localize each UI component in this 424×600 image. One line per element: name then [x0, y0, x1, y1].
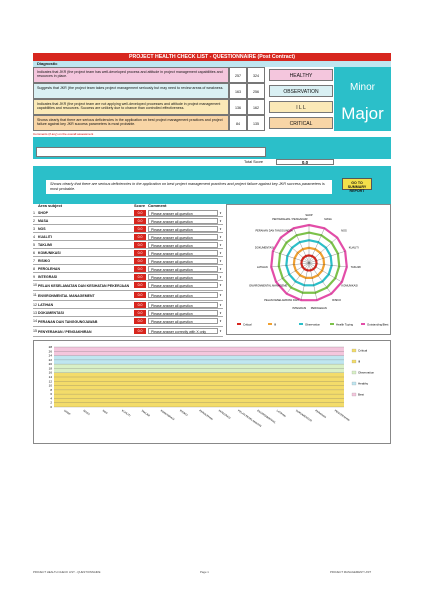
radar-axis-label: TAKLIMI [350, 265, 361, 269]
x-tick-label: PEROLEHAN [198, 409, 214, 421]
legend-swatch [352, 349, 356, 352]
chevron-down-icon[interactable]: ▾ [219, 267, 222, 271]
area-comment: Please answer all question [148, 242, 218, 248]
total-score-value: 0.0 [276, 159, 334, 165]
legend-swatch [361, 323, 365, 325]
table-row [33, 241, 223, 249]
legend-label: Outstanding/Best [367, 322, 389, 327]
table-row [33, 265, 223, 273]
area-score: 0.0 [134, 250, 146, 256]
area-score: 0.0 [134, 266, 146, 272]
col-score-header: Score [134, 203, 146, 208]
chevron-down-icon[interactable]: ▾ [219, 227, 222, 231]
area-name: MASA [38, 219, 49, 223]
row-number: 2 [33, 219, 35, 223]
table-row [33, 249, 223, 257]
col-comment-header: Comment [148, 203, 167, 208]
legend-swatch [352, 382, 356, 385]
y-tick-label: 2 [50, 400, 52, 405]
comments-label: Comments (if any) on the overall assessment [33, 132, 94, 136]
chevron-down-icon[interactable]: ▾ [219, 211, 222, 215]
row-number: 5 [33, 243, 35, 247]
area-comment: Please answer all question [148, 318, 218, 324]
table-row [33, 273, 223, 281]
x-tick-label: ENVIRONMENTAL [256, 409, 277, 425]
y-tick-label: 12 [48, 379, 52, 384]
row-number: 14 [33, 319, 37, 323]
row-number: 12 [33, 303, 37, 307]
area-name: SHOP [38, 211, 48, 215]
chevron-down-icon[interactable]: ▾ [219, 311, 222, 315]
footer-right: PROJECT MANAGEMENT UNIT [330, 570, 372, 574]
area-name: PERANAN DAN TANGGUNGJAWAB [38, 320, 98, 324]
y-tick-label: 4 [50, 396, 52, 401]
area-score: 0.0 [134, 218, 146, 224]
x-tick-label: PENYERAHAN [333, 409, 351, 423]
chevron-down-icon[interactable]: ▾ [219, 293, 222, 297]
y-tick-label: 8 [50, 387, 52, 392]
table-row [33, 301, 223, 309]
bar-svg [34, 341, 392, 445]
area-comment: Please answer all question [148, 282, 218, 288]
chevron-down-icon[interactable]: ▾ [219, 235, 222, 239]
area-comment: Please answer all question [148, 234, 218, 240]
row-number: 4 [33, 235, 35, 239]
chevron-down-icon[interactable]: ▾ [219, 303, 222, 307]
bar-chart [33, 340, 391, 444]
area-score: 0.0 [134, 328, 146, 334]
area-name: KUALITI [38, 235, 52, 239]
page-title: PROJECT HEALTH CHECK LIST - QUESTIONNAIRE (Post Contract) [33, 53, 391, 61]
area-score: 0.0 [134, 302, 146, 308]
footer-page: Page 1 [200, 570, 209, 574]
area-name: PELAN KESELAMATAN DAN KESIHATAN PEKERJAAN [38, 284, 130, 288]
area-score: 0.0 [134, 282, 146, 288]
x-tick-label: RISIKO [179, 409, 189, 417]
summary-report-button[interactable]: GO TO SUMMARY REPORT [342, 178, 372, 190]
table-row [33, 281, 223, 291]
comments-input[interactable] [36, 147, 266, 157]
major-label: Major [341, 104, 384, 123]
area-comment: Please answer all question [148, 226, 218, 232]
legend-label: Ill [358, 359, 361, 364]
chevron-down-icon[interactable]: ▾ [219, 259, 222, 263]
y-tick-label: 10 [48, 383, 52, 388]
range-low: 84 [229, 115, 247, 131]
diagnostic-status: OBSERVATION [269, 85, 333, 97]
x-tick-label: TAKLIMI [140, 409, 151, 418]
radar-axis-label: NOS [341, 229, 347, 233]
legend-swatch [352, 360, 356, 363]
area-score: 0.0 [134, 318, 146, 324]
x-tick-label: PELAN KESELAMATAN [237, 409, 262, 428]
table-row [33, 327, 223, 337]
row-number: 10 [33, 283, 37, 287]
radar-axis-label: KOMUNIKASI [341, 284, 358, 288]
radar-chart [226, 204, 391, 335]
legend-label: Best [358, 392, 365, 397]
legend-label: Ill [274, 322, 277, 327]
chevron-down-icon[interactable]: ▾ [219, 275, 222, 279]
area-name: RISIKO [38, 259, 51, 263]
diagnostic-text: Indicates that JKR (the project team has well-developed process and attitude in project management capabilities and resources in place. [33, 67, 229, 83]
radar-axis-label: MASA [324, 218, 332, 222]
diagnostic-status: HEALTHY [269, 69, 333, 81]
radar-axis-label: PENYERAHAN / PENGAKHIR [272, 218, 308, 222]
chevron-down-icon[interactable]: ▾ [219, 319, 222, 323]
x-tick-label: LATIHAN [275, 409, 287, 418]
row-number: 15 [33, 329, 37, 333]
table-row [33, 225, 223, 233]
diagnostic-text: Shows clearly that there are serious deficiencies in the application on best project management practices and project failure against key JKR success parameters is most probable. [33, 115, 229, 131]
diagnostic-text: Indicates that JKR (the project team are not applying well-developed processes and attitude in project management capabilities and resources. Success are unlikely due to chance than controlled effectiveness. [33, 99, 229, 115]
range-high: 256 [247, 83, 265, 99]
chevron-down-icon[interactable]: ▾ [219, 251, 222, 255]
row-number: 11 [33, 293, 37, 297]
y-tick-label: 14 [48, 375, 52, 379]
table-row [33, 291, 223, 301]
y-tick-label: 18 [48, 366, 52, 371]
area-score: 0.0 [134, 226, 146, 232]
row-number: 1 [33, 211, 35, 215]
legend-label: Healthy [358, 381, 369, 386]
chevron-down-icon[interactable]: ▾ [219, 329, 222, 333]
minor-label: Minor [349, 82, 375, 93]
legend-label: Critical [358, 348, 368, 353]
row-number: 3 [33, 227, 35, 231]
legend-swatch [237, 323, 241, 325]
chevron-down-icon[interactable]: ▾ [219, 219, 222, 223]
row-number: 7 [33, 259, 35, 263]
legend-label: Critical [243, 322, 252, 327]
area-name: PEROLEHAN [38, 267, 60, 271]
area-score: 0.0 [134, 234, 146, 240]
x-tick-label: PERANAN [314, 409, 327, 420]
x-tick-label: INTEGRASI [217, 409, 231, 420]
radar-axis-label: PEROLEHAN [310, 306, 327, 310]
area-comment: Please answer all question [148, 210, 218, 216]
area-score: 0.0 [134, 292, 146, 298]
legend-label: Health Typing [336, 322, 354, 327]
area-comment: Please answer all question [148, 218, 218, 224]
range-high: 324 [247, 67, 265, 83]
legend-label: Observation [358, 370, 375, 375]
area-name: ENVIRONMENTAL MANAGEMENT [38, 294, 95, 298]
legend-swatch [352, 393, 356, 396]
range-low: 257 [229, 67, 247, 83]
area-name: DOKUMENTASI [38, 311, 64, 315]
y-tick-label: 22 [48, 357, 52, 362]
area-comment: Please answer correctly with X only [148, 328, 218, 334]
legend-swatch [330, 323, 334, 325]
area-comment: Please answer all question [148, 250, 218, 256]
y-tick-label: 28 [48, 345, 52, 349]
area-name: NOS [38, 227, 46, 231]
diagnostic-status: CRITICAL [269, 117, 333, 129]
radar-axis-label: PELAN KESELAMATAN DAN [264, 299, 299, 303]
area-comment: Please answer all question [148, 258, 218, 264]
chevron-down-icon[interactable]: ▾ [219, 243, 222, 247]
row-number: 6 [33, 251, 35, 255]
area-name: KOMUNIKASI [38, 251, 61, 255]
radar-axis-label: SHOP [305, 214, 313, 217]
y-tick-label: 24 [48, 353, 52, 358]
area-name: LATIHAN [38, 303, 54, 307]
table-row [33, 233, 223, 241]
area-name: INTEGRASI [38, 275, 58, 279]
radar-axis-label: PERANAN DAN TANGGUNGJA [255, 229, 293, 233]
x-tick-label: MASA [82, 409, 91, 417]
radar-axis-label: DOKUMENTASI [254, 246, 274, 250]
x-tick-label: KOMUNIKASI [159, 409, 175, 422]
y-tick-label: 16 [48, 370, 52, 375]
area-comment: Please answer all question [148, 274, 218, 280]
area-score: 0.0 [134, 258, 146, 264]
footer-left: PROJECT HEALTH CHECK LIST - QUESTIONNAIRE [33, 570, 101, 574]
result-text: Shows clearly that there are serious deficiencies in the application on best project management practices and project failure against key JKR success parameters is most probable. [46, 180, 332, 194]
row-number: 9 [33, 275, 35, 279]
col-subject-header: Area subject [38, 203, 63, 208]
area-score: 0.0 [134, 242, 146, 248]
row-number: 8 [33, 267, 35, 271]
total-score-label: Total Score [244, 160, 263, 164]
diagnostic-header: Diagnostic [33, 61, 391, 67]
range-high: 162 [247, 99, 265, 115]
x-tick-label: SHOP [63, 409, 71, 417]
area-comment: Please answer all question [148, 266, 218, 272]
x-tick-label: NOS [101, 409, 109, 416]
area-comment: Please answer all question [148, 302, 218, 308]
table-row [33, 217, 223, 225]
range-low: 163 [229, 83, 247, 99]
area-name: PENYERAHAN / PENGAKHIRAN [38, 330, 92, 334]
legend-label: Observation [305, 322, 321, 327]
area-comment: Please answer all question [148, 292, 218, 298]
table-row [33, 317, 223, 327]
area-score: 0.0 [134, 210, 146, 216]
legend-swatch [352, 371, 356, 374]
radar-axis-label: INTEGRASI [292, 306, 307, 310]
radar-axis-label: RISIKO [332, 299, 342, 303]
diagnostic-text: Suggests that JKR (the project team takes project management seriously but may need to review areas of weakness. [33, 83, 229, 99]
row-number: 13 [33, 311, 37, 315]
table-row [33, 257, 223, 265]
radar-axis-label: ENVIRONMENTAL MANAGEME [249, 284, 288, 288]
table-row [33, 209, 223, 217]
area-name: TAKLIMI [38, 243, 52, 247]
radar-svg [227, 205, 392, 336]
y-tick-label: 20 [48, 362, 52, 367]
chevron-down-icon[interactable]: ▾ [219, 283, 222, 287]
x-tick-label: DOKUMENTASI [295, 409, 313, 423]
diagnostic-status: I L L [269, 101, 333, 113]
radar-axis-label: LATIHAN [256, 265, 268, 269]
area-score: 0.0 [134, 310, 146, 316]
legend-swatch [268, 323, 272, 325]
y-tick-label: 0 [50, 405, 52, 409]
legend-swatch [299, 323, 303, 325]
range-high: 135 [247, 115, 265, 131]
y-tick-label: 26 [48, 349, 52, 354]
y-tick-label: 6 [50, 392, 52, 397]
area-score: 0.0 [134, 274, 146, 280]
table-row [33, 309, 223, 317]
radar-axis-label: KUALITI [348, 246, 359, 250]
area-comment: Please answer all question [148, 310, 218, 316]
x-tick-label: KUALITI [121, 409, 131, 418]
range-low: 136 [229, 99, 247, 115]
